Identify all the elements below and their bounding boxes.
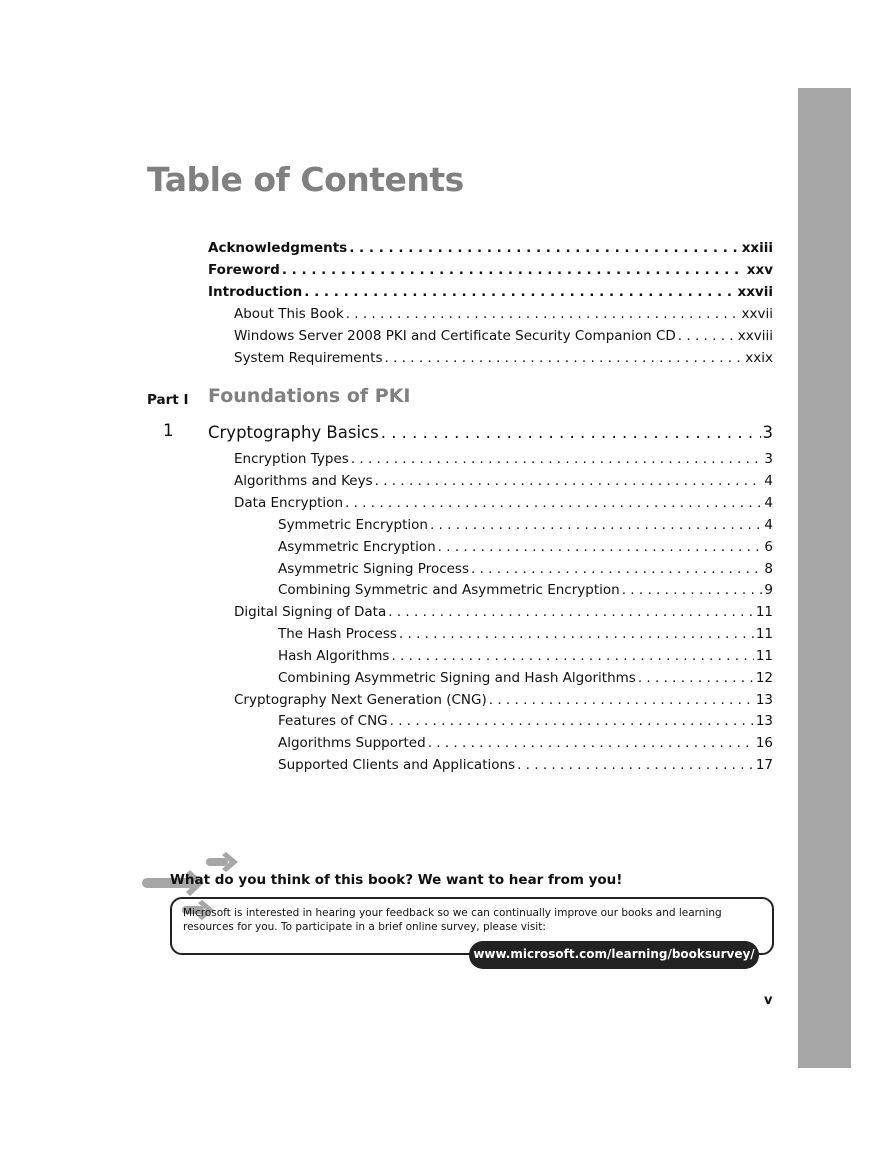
leader-dots bbox=[390, 711, 754, 731]
leader-dots bbox=[345, 493, 762, 513]
toc-entry-system-requirements[interactable] bbox=[234, 348, 773, 368]
toc-entry-label: Symmetric Encryption bbox=[278, 517, 428, 533]
side-tab bbox=[798, 88, 851, 1068]
leader-dots bbox=[678, 326, 736, 346]
toc-entry-page: 3 bbox=[764, 451, 773, 467]
toc-entry-label: Asymmetric Signing Process bbox=[278, 561, 469, 577]
leader-dots bbox=[385, 348, 744, 368]
chapter-number: 1 bbox=[163, 421, 174, 440]
toc-entry-label: Features of CNG bbox=[278, 713, 388, 729]
toc-entry-label: Foreword bbox=[208, 262, 280, 278]
toc-entry-foreword[interactable] bbox=[208, 260, 773, 280]
toc-entry-page: 6 bbox=[764, 539, 773, 555]
toc-entry-section[interactable] bbox=[234, 471, 773, 491]
toc-entry-page: xxv bbox=[746, 262, 773, 278]
toc-entry-subsection[interactable] bbox=[278, 711, 773, 731]
toc-entry-subsection[interactable] bbox=[278, 515, 773, 535]
page-number: v bbox=[764, 993, 773, 1008]
toc-entry-subsection[interactable] bbox=[278, 646, 773, 666]
leader-dots bbox=[388, 602, 754, 622]
toc-entry-page: 16 bbox=[755, 735, 773, 751]
toc-entry-companion-cd[interactable] bbox=[234, 326, 773, 346]
leader-dots bbox=[349, 238, 739, 258]
toc-entry-about-this-book[interactable] bbox=[234, 304, 773, 324]
toc-entry-page: xxvii bbox=[741, 306, 773, 322]
toc-entry-subsection[interactable] bbox=[278, 537, 773, 557]
toc-entry-page: 8 bbox=[764, 561, 773, 577]
toc-entry-page: 13 bbox=[755, 713, 773, 729]
toc-entry-label: Asymmetric Encryption bbox=[278, 539, 436, 555]
leader-dots bbox=[638, 668, 754, 688]
leader-dots bbox=[517, 755, 754, 775]
toc-entry-label: About This Book bbox=[234, 306, 344, 322]
toc-entry-label: Hash Algorithms bbox=[278, 648, 390, 664]
leader-dots bbox=[438, 537, 763, 557]
toc-entry-label: Combining Symmetric and Asymmetric Encryption bbox=[278, 582, 620, 598]
leader-dots bbox=[428, 733, 754, 753]
toc-entry-subsection[interactable] bbox=[278, 733, 773, 753]
leader-dots bbox=[381, 421, 761, 445]
toc-entry-acknowledgments[interactable] bbox=[208, 238, 773, 258]
leader-dots bbox=[304, 282, 735, 302]
toc-entry-page: 11 bbox=[755, 648, 773, 664]
toc-entry-introduction[interactable] bbox=[208, 282, 773, 302]
toc-entry-subsection[interactable] bbox=[278, 580, 773, 600]
toc-entry-label: Digital Signing of Data bbox=[234, 604, 387, 620]
leader-dots bbox=[622, 580, 763, 600]
toc-entry-subsection[interactable] bbox=[278, 755, 773, 775]
toc-entry-page: 11 bbox=[755, 626, 773, 642]
leader-dots bbox=[471, 559, 762, 579]
toc-entry-label: Combining Asymmetric Signing and Hash Algorithms bbox=[278, 670, 636, 686]
toc-entry-label: System Requirements bbox=[234, 350, 383, 366]
toc-entry-label: Acknowledgments bbox=[208, 240, 348, 256]
toc-entry-page: xxviii bbox=[737, 328, 773, 344]
toc-entry-page: 4 bbox=[764, 517, 773, 533]
leader-dots bbox=[399, 624, 754, 644]
part-title[interactable]: Foundations of PKI bbox=[208, 385, 411, 407]
toc-entry-chapter[interactable] bbox=[208, 421, 773, 445]
feedback-body: Microsoft is interested in hearing your feedback so we can continually improve our books and learning resources for you. To participate in a brief online survey, please visit: bbox=[183, 907, 722, 933]
toc-entry-page: xxiii bbox=[741, 240, 773, 256]
toc-entry-label: Algorithms and Keys bbox=[234, 473, 373, 489]
toc-entry-page: 13 bbox=[755, 692, 773, 708]
toc-entry-page: 9 bbox=[764, 582, 773, 598]
toc-entry-page: 4 bbox=[764, 473, 773, 489]
toc-entry-label: The Hash Process bbox=[278, 626, 397, 642]
toc-entry-subsection[interactable] bbox=[278, 624, 773, 644]
toc-entry-label: Data Encryption bbox=[234, 495, 344, 511]
part-label: Part I bbox=[147, 392, 189, 408]
page-title: Table of Contents bbox=[147, 160, 464, 199]
toc-entry-subsection[interactable] bbox=[278, 668, 773, 688]
toc-entry-page: xxix bbox=[745, 350, 773, 366]
toc-entry-page: 17 bbox=[755, 757, 773, 773]
toc-entry-label: Introduction bbox=[208, 284, 303, 300]
toc-entry-label: Encryption Types bbox=[234, 451, 349, 467]
toc-entry-section[interactable] bbox=[234, 449, 773, 469]
leader-dots bbox=[351, 449, 763, 469]
toc-entry-label: Windows Server 2008 PKI and Certificate Security Companion CD bbox=[234, 328, 676, 344]
toc-entry-label: Algorithms Supported bbox=[278, 735, 426, 751]
leader-dots bbox=[430, 515, 762, 535]
leader-dots bbox=[391, 646, 753, 666]
leader-dots bbox=[346, 304, 740, 324]
toc-entry-page: 12 bbox=[755, 670, 773, 686]
toc-entry-section[interactable] bbox=[234, 690, 773, 710]
leader-dots bbox=[282, 260, 745, 280]
leader-dots bbox=[375, 471, 763, 491]
toc-entry-page: 3 bbox=[762, 423, 773, 442]
toc-entry-subsection[interactable] bbox=[278, 559, 773, 579]
toc-entry-section[interactable] bbox=[234, 493, 773, 513]
toc-entry-page: xxvii bbox=[737, 284, 773, 300]
toc-entry-label: Supported Clients and Applications bbox=[278, 757, 516, 773]
feedback-heading: What do you think of this book? We want to hear from you! bbox=[170, 872, 623, 888]
toc-entry-label: Cryptography Basics bbox=[208, 423, 379, 442]
toc-entry-page: 11 bbox=[755, 604, 773, 620]
leader-dots bbox=[489, 690, 754, 710]
survey-link[interactable]: www.microsoft.com/learning/booksurvey/ bbox=[469, 941, 759, 969]
toc-entry-page: 4 bbox=[764, 495, 773, 511]
toc-entry-section[interactable] bbox=[234, 602, 773, 622]
toc-entry-label: Cryptography Next Generation (CNG) bbox=[234, 692, 487, 708]
